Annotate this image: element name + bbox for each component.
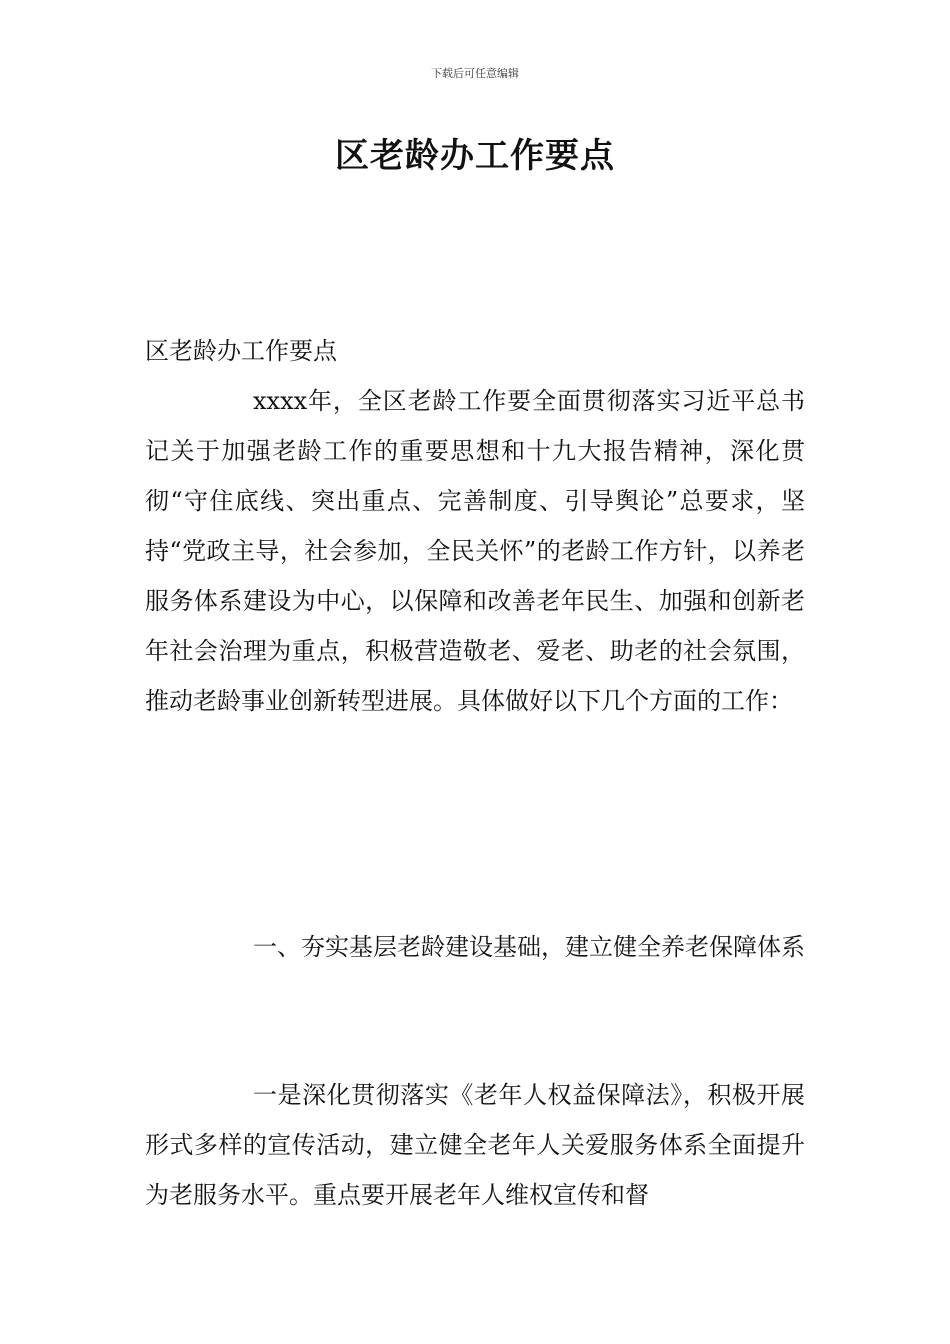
document-title: 区老龄办工作要点 xyxy=(335,136,615,176)
document-subtitle: 区老龄办工作要点 xyxy=(145,337,337,365)
intro-paragraph: xxxx年，全区老龄工作要全面贯彻落实习近平总书记关于加强老龄工作的重要思想和十九大报告精神，深化贯彻“守住底线、突出重点、完善制度、引导舆论”总要求，坚持“党政主导，社会参加，全民关怀”的老龄工作方针，以养老服务体系建设为中心，以保障和改善老年民生、加强和创新老年社会治理为重点，积极营造敬老、爱老、助老的社会氛围，推动老龄事业创新转型进展。具体做好以下几个方面的工作： xyxy=(145,387,805,715)
section-heading-1: 一、夯实基层老龄建设基础，建立健全养老保障体系 xyxy=(253,933,805,961)
download-note: 下载后可任意编辑 xyxy=(431,67,519,80)
section-1-point-1: 一是深化贯彻落实《老年人权益保障法》，积极开展形式多样的宣传活动，建立健全老年人关爱服务体系全面提升为老服务水平。重点要开展老年人维权宣传和督 xyxy=(145,1081,805,1209)
